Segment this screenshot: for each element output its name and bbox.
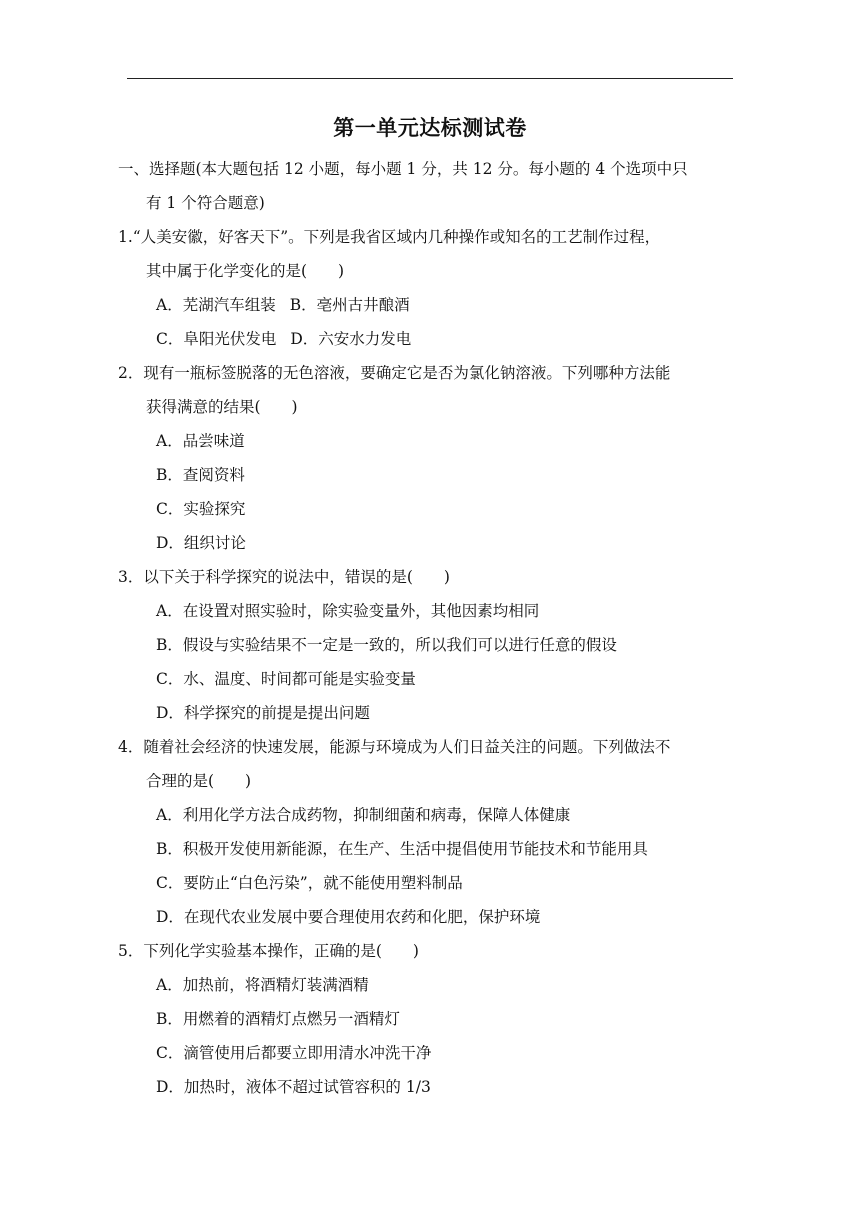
option-b[interactable]: B．亳州古井酿酒 <box>289 296 410 314</box>
question-1 <box>118 220 740 356</box>
page-title: 第一单元达标测试卷 <box>333 116 527 140</box>
section-heading: 一、选择题(本大题包括 12 小题，每小题 1 分，共 12 分。每小题的 4 个选项中只 <box>118 160 688 178</box>
option-a[interactable]: A．在设置对照实验时，除实验变量外，其他因素均相同 <box>156 602 540 620</box>
question-stem-cont: 获得满意的结果( ) <box>146 398 298 416</box>
option-d[interactable]: D．在现代农业发展中要合理使用农药和化肥，保护环境 <box>156 908 541 926</box>
option-b[interactable]: B．查阅资料 <box>156 466 245 484</box>
question-3 <box>118 560 740 730</box>
option-row <box>118 288 740 322</box>
option-b[interactable]: B．积极开发使用新能源，在生产、生活中提倡使用节能技术和节能用具 <box>156 840 648 858</box>
option-d[interactable]: D．加热时，液体不超过试管容积的 1/3 <box>156 1078 431 1096</box>
option-a[interactable]: A．利用化学方法合成药物，抑制细菌和病毒，保障人体健康 <box>156 806 571 824</box>
option-d[interactable]: D．组织讨论 <box>156 534 246 552</box>
option-d[interactable]: D．科学探究的前提是提出问题 <box>156 704 370 722</box>
option-a[interactable]: A．加热前，将酒精灯装满酒精 <box>156 976 369 994</box>
option-b[interactable]: B．假设与实验结果不一定是一致的，所以我们可以进行任意的假设 <box>156 636 617 654</box>
option-c[interactable]: C．要防止“白色污染”，就不能使用塑料制品 <box>156 874 463 892</box>
question-4 <box>118 730 740 934</box>
question-stem: 4．随着社会经济的快速发展，能源与环境成为人们日益关注的问题。下列做法不 <box>118 738 671 756</box>
section-heading-cont: 有 1 个符合题意) <box>146 194 265 212</box>
option-c[interactable]: C．滴管使用后都要立即用清水冲洗干净 <box>156 1044 432 1062</box>
option-row <box>118 322 740 356</box>
question-5 <box>118 934 740 1104</box>
option-c[interactable]: C．水、温度、时间都可能是实验变量 <box>156 670 416 688</box>
question-stem: 5．下列化学实验基本操作，正确的是( ) <box>118 942 419 960</box>
question-stem: 2．现有一瓶标签脱落的无色溶液，要确定它是否为氯化钠溶液。下列哪种方法能 <box>118 364 671 382</box>
question-list <box>118 152 740 1104</box>
question-stem-cont: 其中属于化学变化的是( ) <box>146 262 345 280</box>
option-c[interactable]: C．实验探究 <box>156 500 246 518</box>
header-rule <box>127 78 733 79</box>
question-stem: 3．以下关于科学探究的说法中，错误的是( ) <box>118 568 450 586</box>
question-stem-cont: 合理的是( ) <box>146 772 252 790</box>
option-b[interactable]: B．用燃着的酒精灯点燃另一酒精灯 <box>156 1010 400 1028</box>
option-d[interactable]: D．六安水力发电 <box>290 330 412 348</box>
question-stem: 1.“人美安徽，好客天下”。下列是我省区域内几种操作或知名的工艺制作过程， <box>118 228 661 246</box>
option-c[interactable]: C．阜阳光伏发电 <box>156 330 277 348</box>
option-a[interactable]: A．品尝味道 <box>156 432 245 450</box>
option-a[interactable]: A．芜湖汽车组装 <box>156 296 276 314</box>
question-2 <box>118 356 740 560</box>
